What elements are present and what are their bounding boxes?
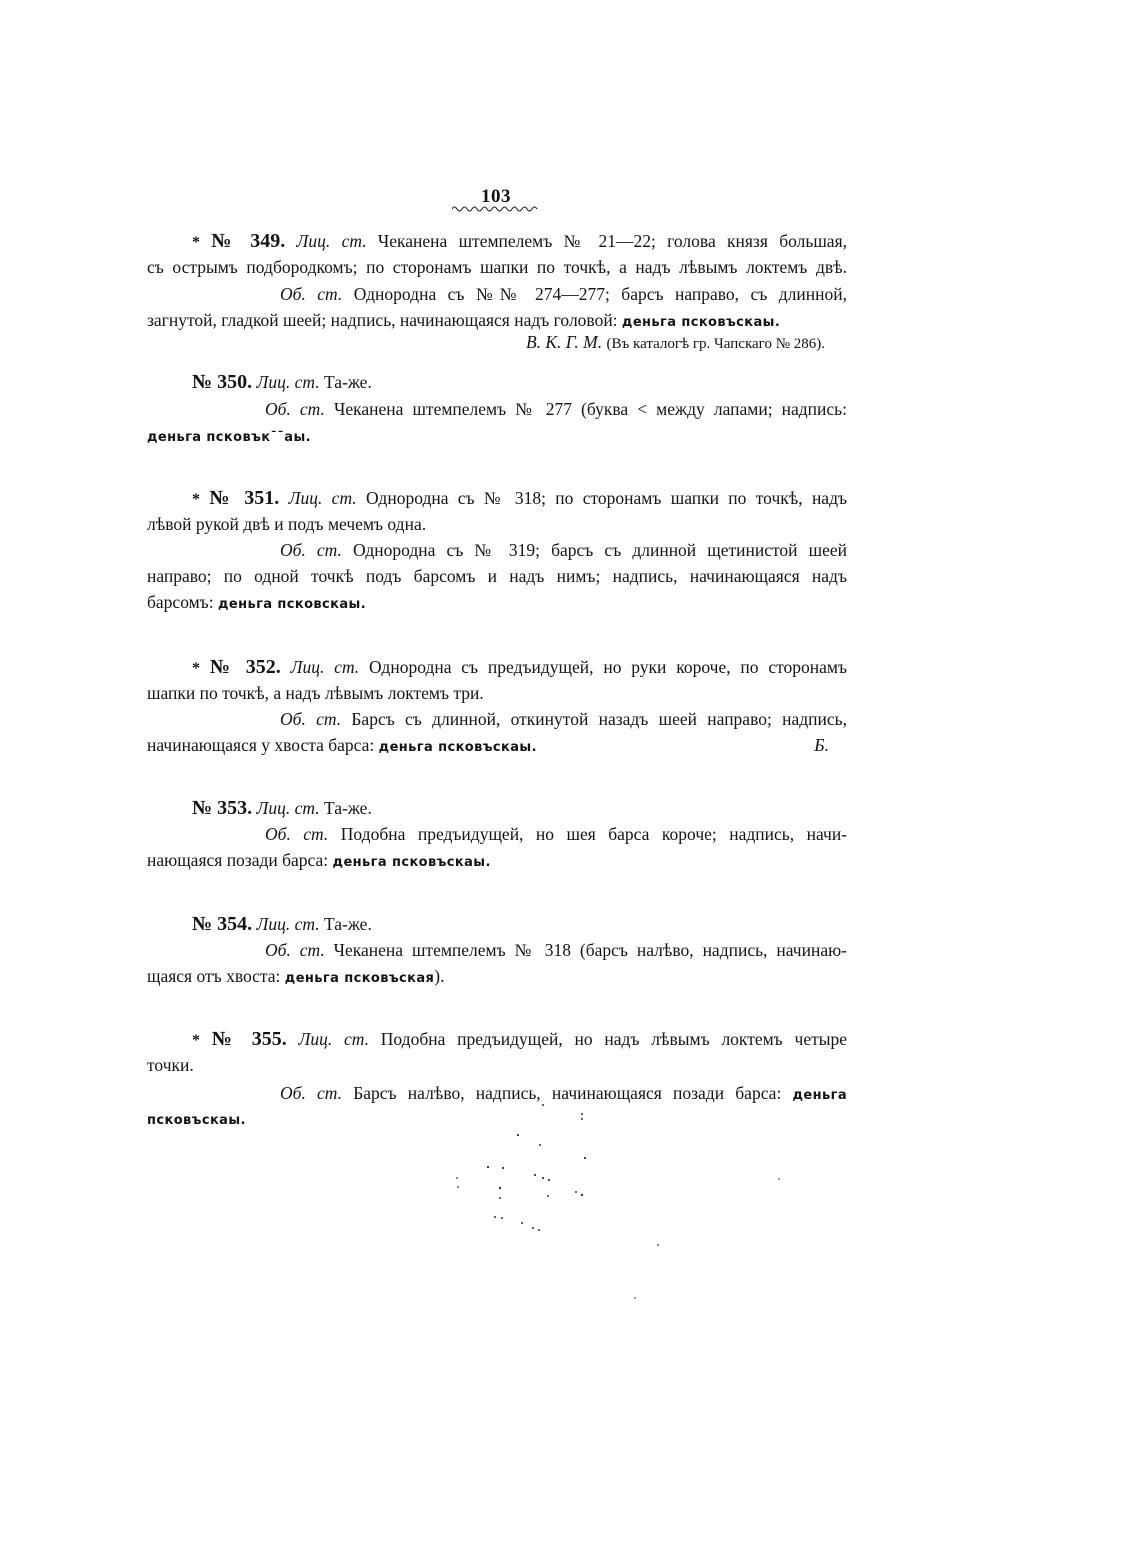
rarity-mark: * [192, 1032, 200, 1049]
reverse-text: Барсъ налѣво, надпись, начинающаяся позади барса: [353, 1083, 782, 1103]
entry-352-line-2 [147, 681, 847, 705]
rarity-mark: * [192, 491, 200, 508]
reverse-text: нающаяся позади барса: [147, 850, 329, 870]
coin-inscription: деньга псковъскаы. [332, 855, 491, 870]
entry-350-line-3 [147, 423, 847, 447]
entry-number: № 351. [209, 487, 280, 509]
reverse-text: начинающаяся у хвоста барса: [147, 735, 375, 755]
coin-inscription: деньга псковскаы. [217, 597, 367, 612]
page-number: 103 [481, 186, 511, 207]
entry-354-line-2 [265, 938, 847, 962]
entry-353-line-1 [192, 796, 847, 820]
entry-355-line-2 [147, 1053, 847, 1077]
rarity-mark: * [192, 660, 200, 677]
rarity-mark: * [192, 234, 200, 251]
reverse-label: Об. ст. [265, 399, 325, 419]
obverse-label: Лиц. ст. [298, 1029, 369, 1049]
entry-349-line-4 [147, 308, 847, 332]
entry-349-line-1 [192, 229, 847, 253]
coin-inscription: деньга псковъкˉˉаы. [147, 430, 311, 445]
entry-351-line-3 [280, 538, 847, 562]
source-note: (Въ каталогѣ гр. Чапскаго № 286). [606, 336, 825, 352]
coin-inscription: деньга псковъскаы. [378, 740, 537, 755]
obverse-text: Однородна съ предъидущей, но руки короче, по сторонамъ [369, 657, 848, 677]
entry-number: № 352. [209, 656, 281, 678]
obverse-label: Лиц. ст. [290, 657, 360, 677]
obverse-label: Лиц. ст. [256, 914, 320, 934]
entry-354-line-3 [147, 964, 847, 988]
page-number-ornament [452, 205, 538, 213]
entry-350-line-2 [265, 397, 847, 421]
reverse-label: Об. ст. [280, 540, 342, 560]
source-abbreviation: В. К. Г. М. [525, 332, 603, 352]
coin-inscription: деньга [792, 1088, 847, 1103]
entry-349-line-5 [147, 330, 847, 354]
entry-353-line-2 [265, 822, 847, 846]
reverse-label: Об. ст. [280, 709, 342, 729]
obverse-text: точки. [147, 1055, 194, 1075]
reverse-text: загнутой, гладкой шеей; надпись, начинающаяся надъ головой: [147, 310, 618, 330]
scan-specks [440, 1100, 860, 1300]
obverse-label: Лиц. ст. [296, 231, 367, 251]
entry-351-line-5 [147, 590, 847, 614]
entry-352-line-3 [280, 707, 847, 731]
reverse-text: Однородна съ №№ 274—277; барсъ направо, съ длинной, [353, 284, 848, 304]
reverse-text: Подобна предъидущей, но шея барса короче; надпись, начи- [340, 824, 848, 844]
obverse-text: Та-же. [323, 798, 372, 818]
entry-355-line-1 [192, 1027, 847, 1051]
entry-351-line-4 [147, 564, 847, 588]
obverse-text: Подобна предъидущей, но надъ лѣвымъ локтемъ четыре [380, 1029, 848, 1049]
obverse-text: Та-же. [323, 372, 372, 392]
reverse-label: Об. ст. [265, 940, 325, 960]
entry-354-line-1 [192, 912, 847, 936]
obverse-label: Лиц. ст. [256, 372, 320, 392]
obverse-text: Однородна съ № 318; по сторонамъ шапки по точкѣ, надъ [366, 488, 848, 508]
obverse-text: съ острымъ подбородкомъ; по сторонамъ шапки по точкѣ, а надъ лѣвымъ локтемъ двѣ. [147, 257, 847, 277]
reverse-text: Однородна съ № 319; барсъ съ длинной щетинистой шеей [352, 540, 847, 560]
reverse-text: Чеканена штемпелемъ № 318 (барсъ налѣво, надпись, начинаю- [333, 940, 847, 960]
entry-352-line-4 [147, 733, 847, 757]
coin-inscription: псковъскаы. [147, 1113, 246, 1128]
obverse-text: Чеканена штемпелемъ № 21—22; голова князя большая, [377, 231, 847, 251]
reverse-text: барсомъ: [147, 592, 214, 612]
reverse-text: Чеканена штемпелемъ № 277 (буква < между лапами; надпись: [333, 399, 848, 419]
reverse-text: щаяся отъ хвоста: [147, 966, 281, 986]
coin-inscription: деньга псковъская [284, 971, 435, 986]
obverse-text: Та-же. [323, 914, 372, 934]
entry-number: № 355. [211, 1028, 287, 1050]
entry-351-line-1 [192, 486, 847, 510]
reverse-text: направо; по одной точкѣ подъ барсомъ и надъ нимъ; надпись, начинающаяся надъ [147, 566, 847, 586]
entry-352-line-1 [192, 655, 847, 679]
obverse-text: лѣвой рукой двѣ и подъ мечемъ одна. [147, 514, 427, 534]
reverse-label: Об. ст. [280, 284, 343, 304]
entry-number: № 353. [192, 797, 253, 819]
reverse-label: Об. ст. [265, 824, 329, 844]
reverse-label: Об. ст. [280, 1083, 343, 1103]
reverse-text: Барсъ съ длинной, откинутой назадъ шеей направо; надпись, [351, 709, 847, 729]
entry-353-line-3 [147, 848, 847, 872]
obverse-text: шапки по точкѣ, а надъ лѣвымъ локтемъ три. [147, 683, 484, 703]
entry-349-line-2 [147, 255, 847, 279]
obverse-label: Лиц. ст. [256, 798, 320, 818]
coin-inscription: деньга псковъскаы. [621, 315, 781, 330]
entry-number: № 349. [211, 230, 286, 252]
source-abbreviation: Б. [814, 735, 829, 755]
entry-number: № 350. [192, 371, 253, 393]
reverse-text-closing: ). [434, 966, 445, 986]
entry-349-line-3 [280, 282, 847, 306]
entry-351-line-2 [147, 512, 847, 536]
obverse-label: Лиц. ст. [288, 488, 357, 508]
entry-number: № 354. [192, 913, 253, 935]
entry-350-line-1 [192, 370, 847, 394]
